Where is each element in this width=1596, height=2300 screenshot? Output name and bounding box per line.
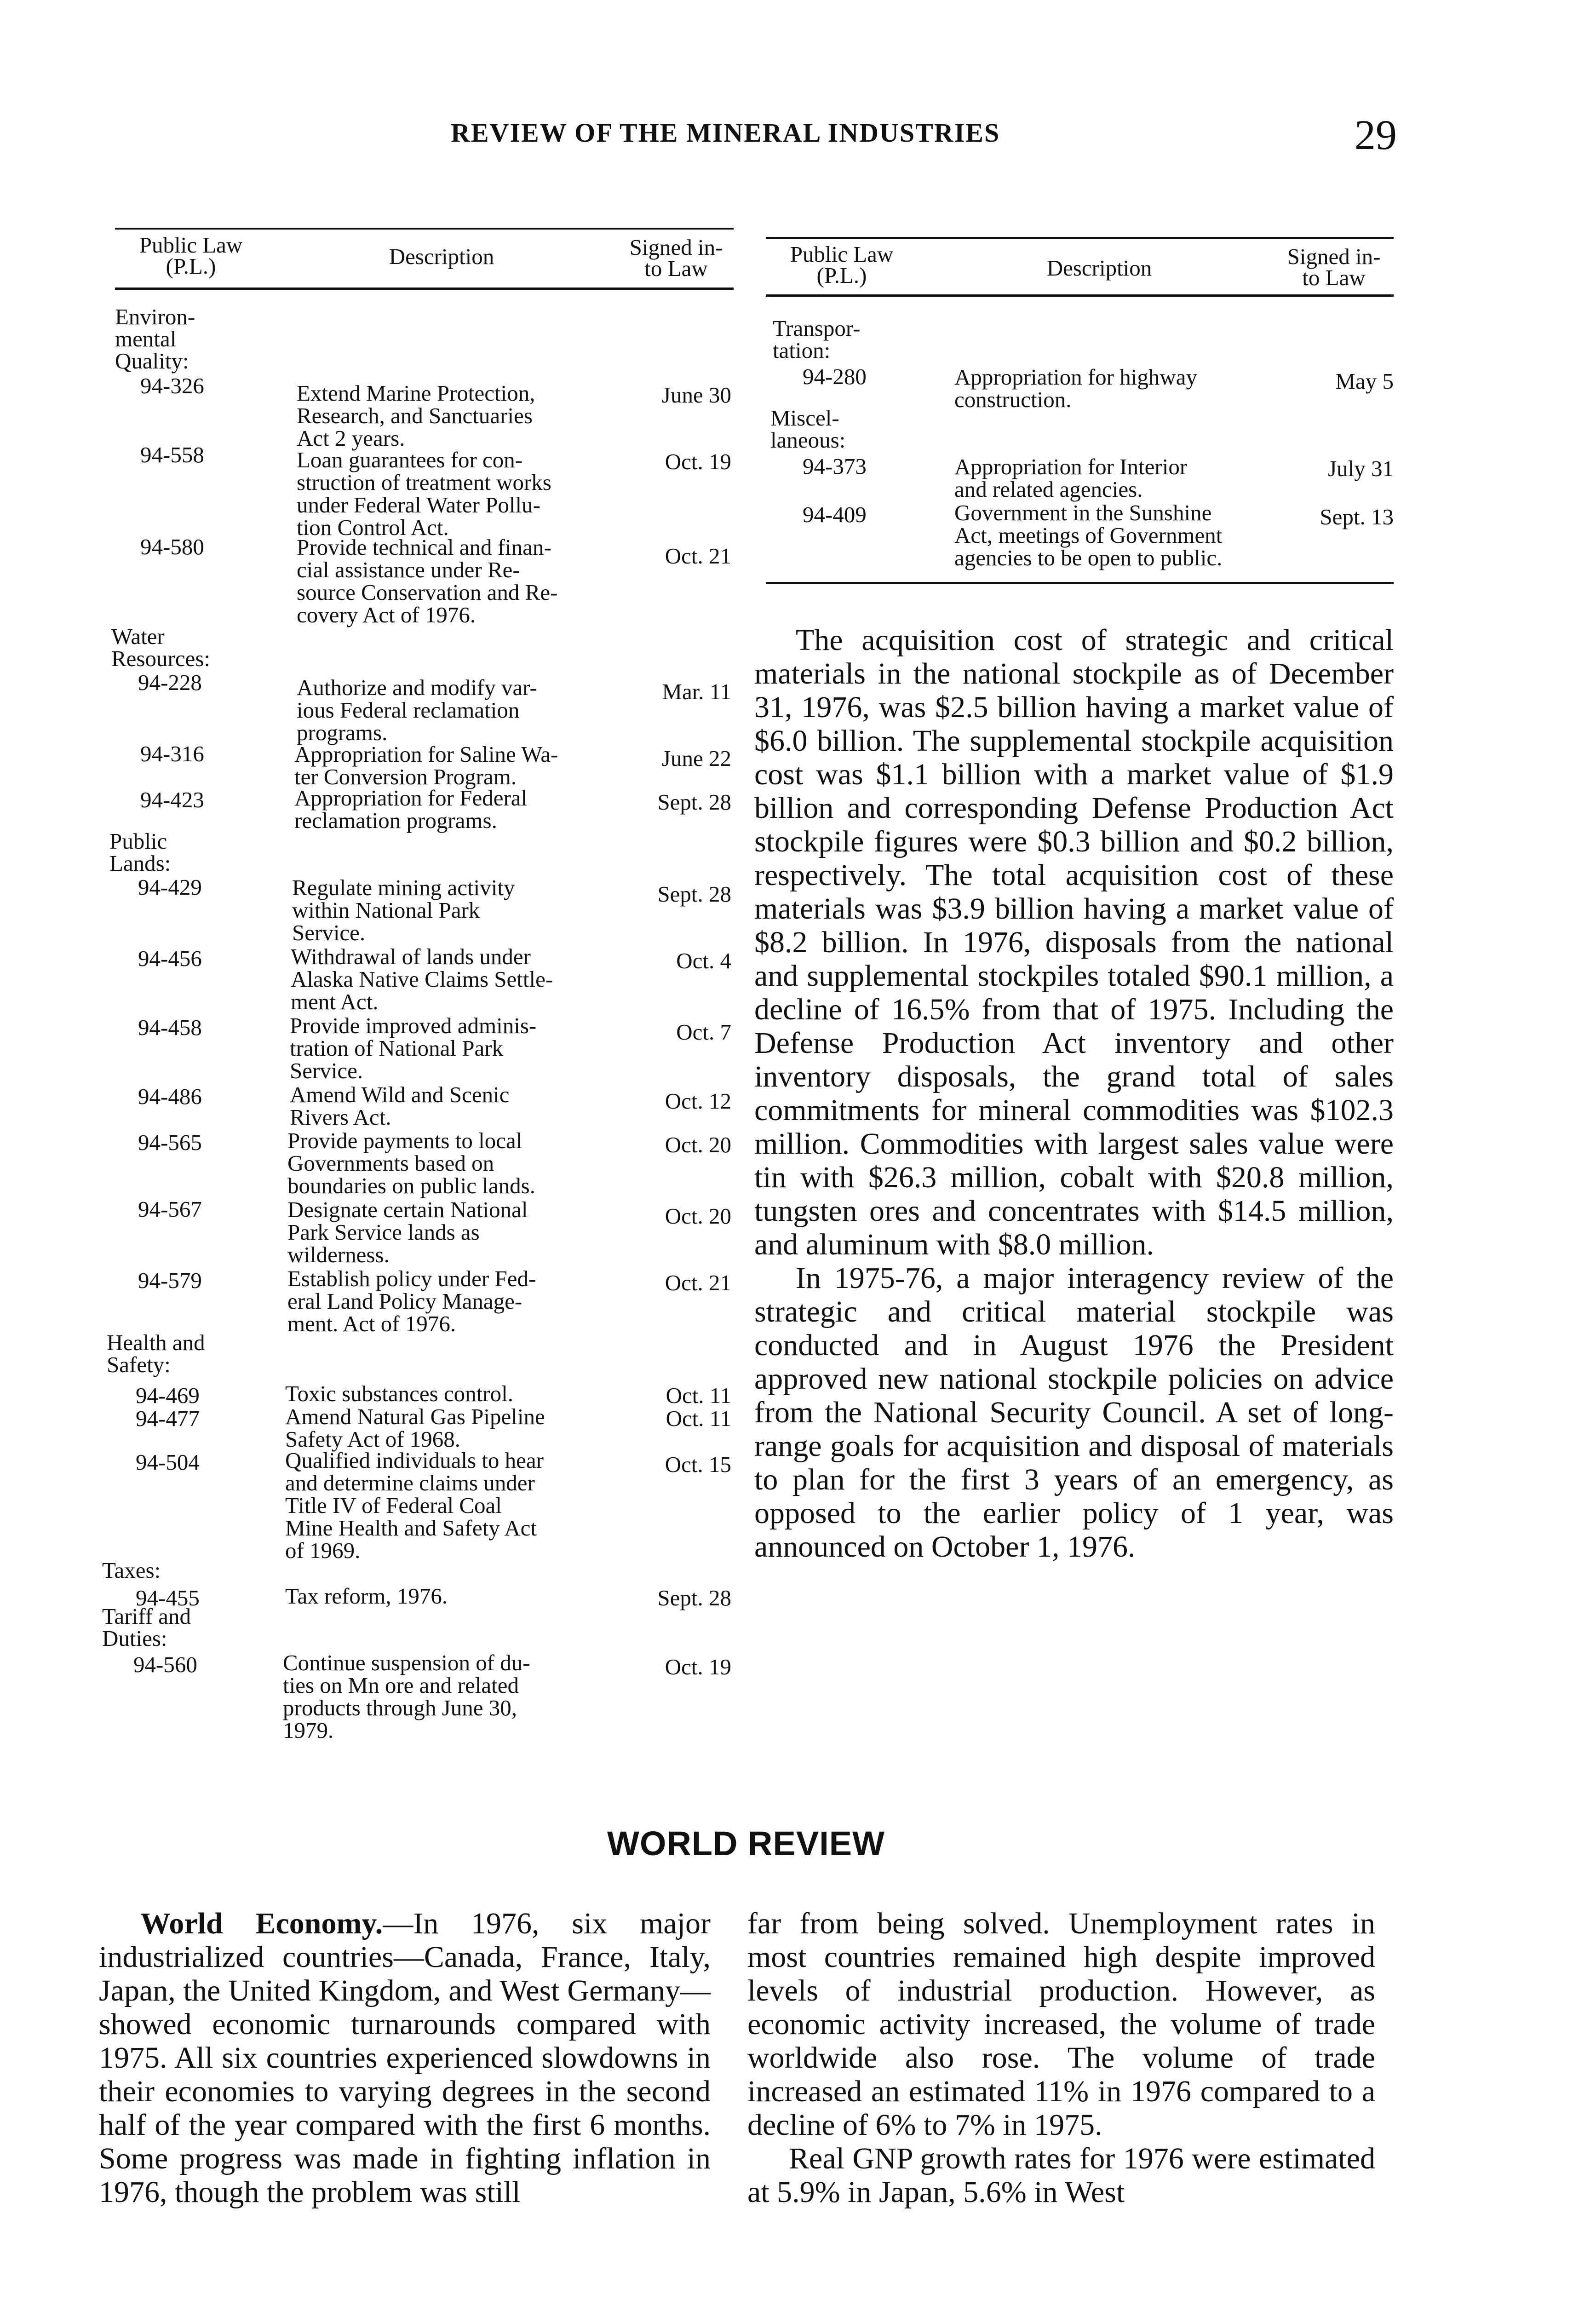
signed-date: Mar. 11 — [662, 679, 731, 704]
section-title: WORLD REVIEW — [607, 1824, 885, 1863]
pl-number: 94-456 — [138, 946, 202, 971]
header-bottom-rule — [766, 294, 1394, 297]
law-description: Government in the Sunshine Act, meetings of Government agencies to be open to public. — [954, 500, 1223, 570]
category-miscellaneous: Miscel- laneous: — [770, 405, 846, 453]
signed-date: Oct. 21 — [665, 1270, 731, 1295]
pl-number: 94-316 — [140, 741, 204, 766]
pl-number: 94-458 — [138, 1015, 202, 1040]
pl-number: 94-326 — [140, 373, 204, 398]
law-description: Withdrawal of lands under Alaska Native Claims Settle- ment Act. — [291, 944, 553, 1014]
law-description: Appropriation for Federal reclamation programs. — [294, 785, 528, 833]
signed-date: Sept. 28 — [657, 1585, 731, 1610]
pl-number: 94-373 — [803, 454, 867, 479]
pl-number: 94-228 — [138, 670, 202, 695]
law-description: Provide improved adminis- tration of National Park Service. — [290, 1013, 537, 1083]
pl-number: 94-469 — [136, 1383, 200, 1408]
pl-number: 94-429 — [138, 874, 202, 900]
signed-date: Oct. 19 — [665, 1654, 731, 1679]
column-header-description: Description — [1046, 255, 1152, 281]
pl-number: 94-580 — [140, 534, 204, 559]
table-top-rule — [766, 237, 1394, 239]
signed-date: Oct. 12 — [665, 1088, 731, 1114]
law-description: Provide payments to local Governments based on boundaries on public lands. — [287, 1128, 535, 1198]
pl-number: 94-560 — [133, 1652, 197, 1677]
pl-number: 94-409 — [803, 502, 867, 527]
law-description: Appropriation for highway construction. — [954, 364, 1197, 412]
law-description: Regulate mining activity within National Park Service. — [292, 875, 515, 945]
signed-date: June 30 — [661, 382, 731, 408]
law-description: Establish policy under Fed- eral Land Policy Manage- ment. Act of 1976. — [287, 1266, 536, 1336]
pl-number: 94-567 — [138, 1196, 202, 1222]
law-description: Loan guarantees for con- struction of treatment works under Federal Water Pollu- tion Control Act. — [297, 447, 551, 540]
column-header-signed: Signed in- to Law — [1287, 244, 1381, 290]
stockpile-paragraph-1: The acquisition cost of strategic and critical materials in the national stockpile as of December 31, 1976, was $2.5 billion having a market value of $6.0 billion. The supplemental stockpile acquisition cost was $1.1 billion with a market value of $1.9 billion and corresponding Defense Production Act stockpile figures were $0.3 billion and $0.2 billion, respectively. The total acquisition cost of these materials was $3.9 billion having a market value of $8.2 billion. In 1976, disposals from the national and supplemental stockpiles totaled $90.1 million, a decline of 16.5% from that of 1975. Including the Defense Production Act inventory and other inventory disposals, the grand total of sales commitments for mineral commodities was $102.3 million. Commodities with largest sales value were tin with $26.3 million, cobalt with $20.8 million, tungsten ores and concentrates with $14.5 million, and aluminum with $8.0 million. — [754, 623, 1394, 1261]
pl-number: 94-579 — [138, 1268, 202, 1293]
law-description: Designate certain National Park Service lands as wilderness. — [287, 1197, 528, 1267]
signed-date: Oct. 15 — [665, 1452, 731, 1477]
pl-number: 94-504 — [136, 1449, 200, 1475]
pl-number: 94-486 — [138, 1084, 202, 1109]
law-description: Authorize and modify var- ious Federal reclamation programs. — [297, 675, 537, 745]
signed-date: Oct. 11 — [666, 1406, 731, 1431]
law-description: Amend Wild and Scenic Rivers Act. — [290, 1082, 510, 1130]
pl-number: 94-280 — [803, 364, 867, 389]
law-description: Qualified individuals to hear and determine claims under Title IV of Federal Coal Mine Health and Safety Act of 1969. — [285, 1448, 544, 1563]
category-transportation: Transpor- tation: — [773, 316, 861, 363]
signed-date: Oct. 21 — [665, 543, 731, 569]
world-economy-text: —In 1976, six major industrialized countries—Canada, France, Italy, Japan, the United Kingdom, and West Germany—showed economic turnarounds compared with 1975. All six countries experienced slowdowns in their economies to varying degrees in the second half of the year compared with the first 6 months. Some progress was made in fighting inflation in 1976, though the problem was still — [99, 1907, 711, 2209]
category-taxes: Taxes: — [102, 1558, 161, 1583]
signed-date: May 5 — [1335, 368, 1394, 394]
category-environmental-quality: Environ- mental Quality: — [115, 304, 195, 374]
law-description: Toxic substances control. — [285, 1381, 513, 1406]
category-public-lands: Public Lands: — [109, 828, 171, 876]
law-description: Extend Marine Protection, Research, and Sanctuaries Act 2 years. — [297, 380, 535, 451]
pl-number: 94-423 — [140, 787, 204, 812]
running-title: REVIEW OF THE MINERAL INDUSTRIES — [451, 118, 1000, 148]
world-review-column-1 — [99, 1907, 711, 2209]
column-header-description: Description — [389, 244, 494, 269]
signed-date: June 22 — [661, 746, 731, 771]
stockpile-section — [754, 623, 1394, 1564]
signed-date: Oct. 4 — [676, 948, 731, 973]
signed-date: Sept. 13 — [1320, 504, 1394, 529]
signed-date: Oct. 11 — [666, 1383, 731, 1408]
column-header-pl: Public Law (P.L.) — [139, 232, 243, 279]
law-description: Appropriation for Interior and related agencies. — [954, 454, 1188, 502]
world-review-column-2 — [747, 1907, 1375, 2209]
category-tariff-duties: Tariff and Duties: — [102, 1604, 191, 1651]
law-description: Continue suspension of du- ties on Mn ore and related products through June 30, 1979. — [283, 1650, 530, 1743]
world-review-paragraph-continued: far from being solved. Unemployment rates in most countries remained high despite improved levels of industrial production. However, as economic activity increased, the volume of trade worldwide also rose. The volume of trade increased an estimated 11% in 1976 compared to a decline of 6% to 7% in 1975. — [747, 1907, 1375, 2142]
law-description: Provide technical and finan- cial assistance under Re- source Conservation and Re- covery Act of 1976. — [297, 535, 558, 627]
pl-number: 94-558 — [140, 442, 204, 467]
header-bottom-rule — [115, 288, 734, 290]
law-description: Amend Natural Gas Pipeline Safety Act of 1968. — [285, 1404, 545, 1452]
table-bottom-rule — [766, 582, 1394, 584]
law-description: Appropriation for Saline Wa- ter Conversion Program. — [294, 742, 558, 789]
signed-date: Oct. 20 — [665, 1132, 731, 1157]
pl-number: 94-565 — [138, 1130, 202, 1155]
lead-in-heading: World Economy. — [140, 1907, 383, 1940]
table-top-rule — [115, 228, 734, 230]
stockpile-paragraph-2: In 1975-76, a major interagency review of the strategic and critical material stockpile was conducted and in August 1976 the President approved new national stockpile policies on advice from the National Security Council. A set of long-range goals for acquisition and disposal of materials to plan for the first 3 years of an emergency, as opposed to the earlier policy of 1 year, was announced on October 1, 1976. — [754, 1261, 1394, 1564]
pl-number: 94-477 — [136, 1406, 200, 1431]
page-number: 29 — [1355, 111, 1397, 158]
signed-date: Oct. 20 — [665, 1203, 731, 1229]
column-header-signed: Signed in- to Law — [629, 235, 723, 281]
category-water-resources: Water Resources: — [111, 624, 210, 671]
signed-date: Oct. 19 — [665, 449, 731, 474]
signed-date: Oct. 7 — [676, 1019, 731, 1045]
world-review-paragraph-gnp: Real GNP growth rates for 1976 were estimated at 5.9% in Japan, 5.6% in West — [747, 2142, 1375, 2209]
signed-date: Sept. 28 — [657, 881, 731, 907]
category-health-safety: Health and Safety: — [107, 1330, 205, 1377]
signed-date: Sept. 28 — [657, 789, 731, 815]
signed-date: July 31 — [1328, 456, 1394, 481]
pl-number: 94-455 — [136, 1585, 200, 1610]
law-description: Tax reform, 1976. — [285, 1583, 448, 1609]
column-header-pl: Public Law (P.L.) — [790, 242, 894, 288]
